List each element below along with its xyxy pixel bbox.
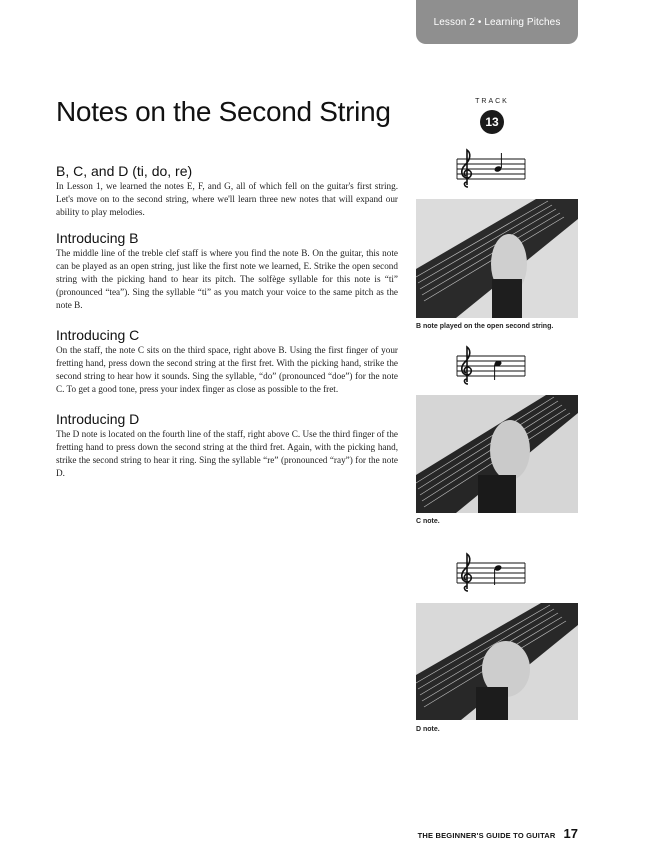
section-introducing-d xyxy=(56,410,398,480)
treble-clef-icon xyxy=(462,347,471,384)
treble-clef-icon xyxy=(462,554,471,591)
lesson-tab xyxy=(416,0,578,44)
book-title: THE BEGINNER'S GUIDE TO GUITAR xyxy=(417,831,556,840)
section-intro xyxy=(56,162,398,219)
staff-notation-c xyxy=(455,344,527,386)
track-label: TRACK xyxy=(475,98,509,105)
section-introducing-c xyxy=(56,326,398,396)
section-heading: Introducing C xyxy=(56,327,140,343)
lesson-text xyxy=(56,162,398,480)
track-number: 13 xyxy=(480,110,504,134)
section-introducing-b xyxy=(56,229,398,312)
caption-b-note: B note played on the open second string. xyxy=(416,323,554,330)
photo-d-note xyxy=(416,603,578,720)
page-number: 17 xyxy=(563,826,578,841)
section-heading: Introducing D xyxy=(56,411,140,427)
section-body: On the staff, the note C sits on the third space, right above B. Using the first finger of your fretting hand, press down the second string at the first fret. With the picking hand, strike the second string to hear how it sounds. Sing the syllable, “do” (pronounced “doe”) for the note C. To get a good tone, press your index finger as close as possible to the fret. xyxy=(56,345,398,394)
treble-clef-icon xyxy=(462,150,471,187)
section-heading: Introducing B xyxy=(56,230,139,246)
caption-c-note: C note. xyxy=(416,518,440,525)
lesson-tab-label: Lesson 2 • Learning Pitches xyxy=(433,16,561,28)
staff-notation-b xyxy=(455,147,527,189)
track-badge xyxy=(474,100,510,136)
page-footer xyxy=(418,826,578,841)
photo-b-note xyxy=(416,199,578,318)
section-body: In Lesson 1, we learned the notes E, F, and G, all of which fell on the guitar's first string. Let's move on to the second string, where we'll learn three new notes that will expand our ability to play melodies. xyxy=(56,181,398,217)
section-body: The D note is located on the fourth line of the staff, right above C. Use the third finger of the fretting hand to press down the second string at the third fret. Again, with the picking hand, strike the second string to hear it ring. Sing the syllable “re” (pronounced “ray”) for the note D. xyxy=(56,429,398,478)
page-title: Notes on the Second String xyxy=(56,96,391,127)
section-body: The middle line of the treble clef staff is where you find the note B. On the guitar, this note can be played as an open string, just like the first note we learned, E. Strike the open second string with the picking hand to hear its pitch. The solfège syllable for this note is “ti” (pronounced “tea”). Sing the syllable “ti” as you match your voice to the same pitch as the note B. xyxy=(56,248,398,310)
section-heading: B, C, and D (ti, do, re) xyxy=(56,163,193,179)
photo-c-note xyxy=(416,395,578,513)
staff-notation-d xyxy=(455,551,527,593)
caption-d-note: D note. xyxy=(416,726,440,733)
